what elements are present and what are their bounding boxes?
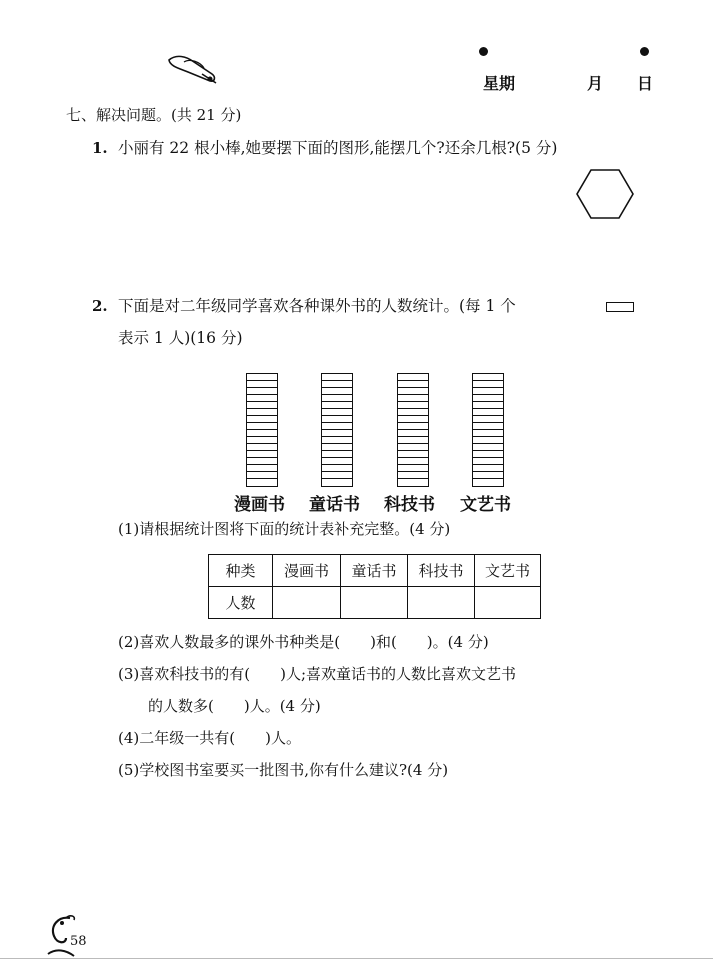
day-label: 日 — [637, 74, 654, 93]
q2-sub3-line2: 的人数多( )人。(4 分) — [148, 697, 321, 715]
q2-sub4: (4)二年级一共有( )人。 — [118, 729, 301, 747]
bar-unit-cell — [398, 423, 428, 430]
answer-cell-fairy-tales[interactable] — [341, 587, 408, 619]
table-header-cell: 种类 — [209, 555, 273, 587]
bar-unit-cell — [473, 381, 503, 388]
bar-unit-cell — [473, 465, 503, 472]
bar-unit-cell — [247, 451, 277, 458]
week-label: 星期 — [483, 74, 516, 93]
section-title: 七、解决问题。(共 21 分) — [66, 106, 242, 124]
bar-unit-cell — [322, 472, 352, 479]
answer-cell-literature[interactable] — [475, 587, 541, 619]
bar-unit-cell — [322, 437, 352, 444]
bar-unit-cell — [247, 437, 277, 444]
header-dot-left — [479, 47, 488, 56]
table-header-cell: 科技书 — [408, 555, 475, 587]
category-label-comics: 漫画书 — [234, 495, 285, 515]
bar-unit-cell — [247, 430, 277, 437]
stats-table — [208, 554, 541, 619]
pen-decoration-icon — [166, 52, 220, 86]
bar-unit-cell — [247, 395, 277, 402]
header-dot-right — [640, 47, 649, 56]
table-header-cell: 文艺书 — [475, 555, 541, 587]
bar-fairy-tales — [321, 373, 353, 487]
bar-unit-cell — [322, 374, 352, 381]
bar-unit-cell — [247, 402, 277, 409]
bar-unit-cell — [322, 479, 352, 486]
q2-line2: 表示 1 人)(16 分) — [118, 329, 243, 347]
bar-science — [397, 373, 429, 487]
bar-unit-cell — [247, 423, 277, 430]
footer-divider — [0, 958, 713, 959]
bar-unit-cell — [473, 388, 503, 395]
bar-unit-cell — [398, 472, 428, 479]
q2-sub3-line1: (3)喜欢科技书的有( )人;喜欢童话书的人数比喜欢文艺书 — [118, 665, 517, 683]
q2-number: 2. — [92, 297, 108, 315]
q1-text: 小丽有 22 根小棒,她要摆下面的图形,能摆几个?还余几根?(5 分) — [118, 139, 558, 157]
bar-unit-cell — [322, 402, 352, 409]
bar-unit-cell — [473, 374, 503, 381]
bar-unit-cell — [247, 444, 277, 451]
bar-unit-cell — [473, 402, 503, 409]
q2-sub1: (1)请根据统计图将下面的统计表补充完整。(4 分) — [118, 520, 451, 538]
q2-sub5: (5)学校图书室要买一批图书,你有什么建议?(4 分) — [118, 761, 449, 779]
bar-unit-cell — [247, 381, 277, 388]
bar-unit-cell — [247, 416, 277, 423]
bar-unit-cell — [473, 444, 503, 451]
bar-unit-cell — [322, 381, 352, 388]
bar-unit-cell — [247, 458, 277, 465]
hexagon-icon — [576, 169, 634, 219]
bar-unit-cell — [473, 437, 503, 444]
bar-unit-cell — [247, 465, 277, 472]
rectangle-icon — [606, 302, 634, 312]
bar-unit-cell — [398, 388, 428, 395]
bar-unit-cell — [247, 479, 277, 486]
table-header-cell: 漫画书 — [273, 555, 341, 587]
table-header-cell: 童话书 — [341, 555, 408, 587]
bar-unit-cell — [322, 388, 352, 395]
bar-unit-cell — [322, 395, 352, 402]
bar-unit-cell — [473, 479, 503, 486]
bar-unit-cell — [473, 395, 503, 402]
bar-unit-cell — [322, 444, 352, 451]
bar-unit-cell — [398, 444, 428, 451]
table-row — [209, 587, 541, 619]
bar-unit-cell — [322, 451, 352, 458]
bar-unit-cell — [247, 374, 277, 381]
bar-unit-cell — [322, 423, 352, 430]
bar-unit-cell — [322, 416, 352, 423]
bar-unit-cell — [398, 374, 428, 381]
q2-line1: 下面是对二年级同学喜欢各种课外书的人数统计。(每 1 个 — [118, 297, 516, 315]
bar-unit-cell — [398, 437, 428, 444]
page-number: 58 — [70, 934, 87, 949]
bar-unit-cell — [398, 458, 428, 465]
bar-unit-cell — [398, 416, 428, 423]
bar-unit-cell — [322, 430, 352, 437]
bar-unit-cell — [473, 416, 503, 423]
bar-unit-cell — [473, 458, 503, 465]
bar-unit-cell — [322, 409, 352, 416]
bar-unit-cell — [398, 479, 428, 486]
bar-unit-cell — [398, 402, 428, 409]
bar-unit-cell — [247, 388, 277, 395]
bar-unit-cell — [398, 409, 428, 416]
q2-sub2: (2)喜欢人数最多的课外书种类是( )和( )。(4 分) — [118, 633, 489, 651]
bar-unit-cell — [398, 381, 428, 388]
month-label: 月 — [587, 74, 604, 93]
bar-unit-cell — [473, 472, 503, 479]
bar-unit-cell — [398, 451, 428, 458]
table-row-label: 人数 — [209, 587, 273, 619]
bar-unit-cell — [247, 409, 277, 416]
category-label-literature: 文艺书 — [460, 495, 511, 515]
bar-unit-cell — [473, 423, 503, 430]
q1-number: 1. — [92, 139, 108, 157]
bar-unit-cell — [247, 472, 277, 479]
bar-unit-cell — [322, 458, 352, 465]
bar-unit-cell — [473, 409, 503, 416]
table-row — [209, 555, 541, 587]
answer-cell-comics[interactable] — [273, 587, 341, 619]
bar-literature — [472, 373, 504, 487]
answer-cell-science[interactable] — [408, 587, 475, 619]
bar-comics — [246, 373, 278, 487]
bar-unit-cell — [322, 465, 352, 472]
bar-unit-cell — [398, 465, 428, 472]
bar-unit-cell — [398, 395, 428, 402]
category-label-fairy-tales: 童话书 — [309, 495, 360, 515]
bar-unit-cell — [398, 430, 428, 437]
bar-unit-cell — [473, 451, 503, 458]
category-label-science: 科技书 — [384, 495, 435, 515]
bar-unit-cell — [473, 430, 503, 437]
